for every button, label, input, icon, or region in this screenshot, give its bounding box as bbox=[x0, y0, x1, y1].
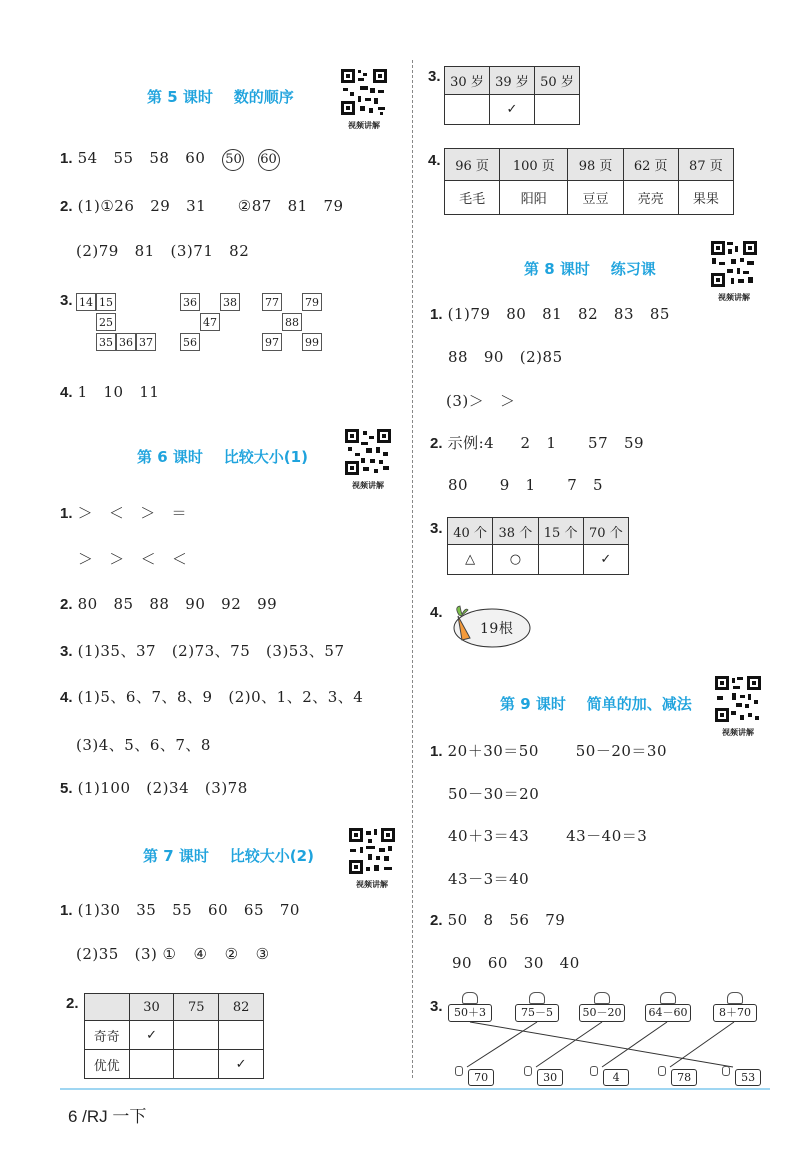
table-cell: ✓ bbox=[129, 1021, 174, 1050]
table-header: 70 个 bbox=[583, 518, 628, 545]
table-header: 82 bbox=[219, 994, 264, 1021]
qr-code-lesson7[interactable] bbox=[348, 827, 396, 890]
question-number: 1. bbox=[430, 743, 443, 760]
lesson7-title: 第 7 课时 比较大小(2) bbox=[143, 847, 314, 865]
l5-q4 bbox=[60, 382, 159, 401]
qr-caption: 视频讲解 bbox=[718, 293, 750, 302]
circled-answer: 50 bbox=[222, 149, 244, 171]
animal-head-icon bbox=[727, 992, 743, 1004]
answer-box: 30 bbox=[537, 1069, 563, 1086]
table-cell bbox=[129, 1050, 174, 1079]
page-footer: 6 /RJ 一下 bbox=[68, 1107, 147, 1126]
question-number: 4. bbox=[428, 152, 441, 169]
grid-cell: 38 bbox=[220, 293, 240, 311]
l8-q1 bbox=[430, 304, 670, 323]
table-cell: ○ bbox=[493, 545, 538, 575]
grid-cell: 56 bbox=[180, 333, 200, 351]
answer-text: 80 9 1 7 5 bbox=[448, 476, 604, 494]
table-cell: 优优 bbox=[85, 1050, 130, 1079]
qr-caption: 视频讲解 bbox=[352, 481, 384, 490]
grid-cell: 36 bbox=[116, 333, 136, 351]
table-header: 75 bbox=[174, 994, 219, 1021]
match-line bbox=[470, 1022, 733, 1067]
qr-caption: 视频讲解 bbox=[722, 728, 754, 737]
l7-q1 bbox=[60, 900, 300, 919]
answer-text: (2)35 (3) bbox=[76, 945, 158, 963]
grid-cell: 15 bbox=[96, 293, 116, 311]
grid-cell: 14 bbox=[76, 293, 96, 311]
footer-rule bbox=[60, 1088, 770, 1090]
expression-box: 50－20 bbox=[579, 1004, 625, 1022]
answer-text: 1 10 11 bbox=[77, 383, 160, 401]
answer-text: 88 90 (2)85 bbox=[448, 348, 563, 366]
answer-text: 54 55 58 60 bbox=[77, 149, 206, 167]
l8-q2 bbox=[430, 432, 644, 453]
table-header: 87 页 bbox=[678, 149, 733, 181]
grid-cell: 97 bbox=[262, 333, 282, 351]
question-number: 4. bbox=[430, 604, 443, 621]
l6-q3 bbox=[60, 640, 344, 661]
table-header: 38 个 bbox=[493, 518, 538, 545]
answer-text: ③ bbox=[255, 945, 270, 963]
answer-item bbox=[590, 1066, 629, 1086]
l5-q1 bbox=[60, 148, 280, 171]
qr-code-lesson9[interactable] bbox=[714, 675, 762, 738]
question-number: 1. bbox=[60, 902, 73, 919]
expression-box: 8＋70 bbox=[713, 1004, 757, 1022]
question-number: 2. bbox=[430, 435, 443, 452]
animal-head-icon bbox=[529, 992, 545, 1004]
lesson6-title: 第 6 课时 比较大小(1) bbox=[137, 448, 308, 466]
answer-text: (1)30 35 55 60 65 70 bbox=[77, 901, 300, 919]
expression-box: 75－5 bbox=[515, 1004, 559, 1022]
grid-cell: 77 bbox=[262, 293, 282, 311]
animal-head-icon bbox=[462, 992, 478, 1004]
lesson5-title: 第 5 课时 数的顺序 bbox=[147, 88, 294, 106]
match-line bbox=[670, 1022, 734, 1067]
qr-caption: 视频讲解 bbox=[348, 121, 380, 130]
animal-head-icon bbox=[660, 992, 676, 1004]
table-cell: 阳阳 bbox=[500, 181, 568, 215]
l9-q1 bbox=[430, 740, 667, 761]
answer-text: 43－3＝40 bbox=[448, 870, 530, 888]
grid-cell: 25 bbox=[96, 313, 116, 331]
grid-cell: 79 bbox=[302, 293, 322, 311]
answer-text: (1)5、6、7、8、9 (2)0、1、2、3、4 bbox=[77, 688, 364, 706]
grid-cell: 47 bbox=[200, 313, 220, 331]
qr-code-lesson6[interactable] bbox=[344, 428, 392, 491]
answer-text: 40＋3＝43 43－40＝3 bbox=[448, 827, 648, 845]
answer-text: 80 85 88 90 92 99 bbox=[77, 595, 278, 613]
question-number: 2. bbox=[430, 912, 443, 929]
table-cell: 奇奇 bbox=[85, 1021, 130, 1050]
mushroom-icon bbox=[722, 1066, 730, 1076]
answer-item bbox=[524, 1066, 563, 1086]
grid-cell: 36 bbox=[180, 293, 200, 311]
table-header: 100 页 bbox=[500, 149, 568, 181]
grid-cell: 37 bbox=[136, 333, 156, 351]
mushroom-icon bbox=[455, 1066, 463, 1076]
answer-text: 50 8 56 79 bbox=[447, 911, 566, 929]
l6-q1 bbox=[60, 502, 187, 523]
table-cell bbox=[535, 95, 580, 125]
table-header: 96 页 bbox=[445, 149, 500, 181]
answer-box: 70 bbox=[468, 1069, 494, 1086]
table-header: 30 bbox=[129, 994, 174, 1021]
answer-box: 53 bbox=[735, 1069, 761, 1086]
count-table bbox=[447, 517, 629, 575]
answer-item bbox=[722, 1066, 761, 1086]
answer-text: 20＋30＝50 50－20＝30 bbox=[447, 742, 668, 760]
table-cell: ✓ bbox=[219, 1050, 264, 1079]
l6-q5 bbox=[60, 778, 248, 797]
animal-head-icon bbox=[594, 992, 610, 1004]
question-number: 3. bbox=[430, 998, 443, 1015]
question-number: 4. bbox=[60, 384, 73, 401]
grid-cell: 99 bbox=[302, 333, 322, 351]
expression-item bbox=[448, 992, 492, 1022]
table-cell: ✓ bbox=[490, 95, 535, 125]
l7-q1-line2 bbox=[76, 944, 270, 963]
mushroom-icon bbox=[590, 1066, 598, 1076]
question-number: 3. bbox=[60, 643, 73, 660]
answer-item bbox=[658, 1066, 697, 1086]
l6-q4 bbox=[60, 686, 363, 707]
expression-box: 50＋3 bbox=[448, 1004, 492, 1022]
answer-box: 78 bbox=[671, 1069, 697, 1086]
table-cell bbox=[174, 1021, 219, 1050]
table-cell: △ bbox=[448, 545, 493, 575]
age-table bbox=[444, 66, 580, 125]
grid-cell: 88 bbox=[282, 313, 302, 331]
qr-caption: 视频讲解 bbox=[356, 880, 388, 889]
table-cell: ✓ bbox=[583, 545, 628, 575]
qr-icon bbox=[344, 428, 392, 476]
circled-answer: 60 bbox=[258, 149, 280, 171]
answer-text: ② bbox=[224, 945, 239, 963]
l5-q2 bbox=[60, 196, 344, 215]
qr-icon bbox=[710, 240, 758, 288]
answer-text: (3)4、5、6、7、8 bbox=[76, 736, 211, 754]
answer-text: (1)35、37 (2)73、75 (3)53、57 bbox=[77, 642, 345, 660]
question-number: 5. bbox=[60, 780, 73, 797]
table-cell: 果果 bbox=[678, 181, 733, 215]
column-divider bbox=[412, 60, 413, 1078]
expression-item bbox=[579, 992, 625, 1022]
table-cell: 毛毛 bbox=[445, 181, 500, 215]
answer-text: (1)①26 29 31 ②87 81 79 bbox=[77, 197, 344, 215]
lesson9-title: 第 9 课时 简单的加、减法 bbox=[500, 695, 692, 713]
expression-item bbox=[713, 992, 757, 1022]
expression-item bbox=[645, 992, 691, 1022]
question-number: 3. bbox=[60, 292, 73, 309]
lesson7-table bbox=[84, 993, 264, 1079]
answer-text: 90 60 30 40 bbox=[452, 954, 580, 972]
l9-q2 bbox=[430, 910, 565, 929]
answer-text: (2)79 81 (3)71 82 bbox=[76, 242, 250, 260]
table-header: 98 页 bbox=[568, 149, 623, 181]
table-cell: 豆豆 bbox=[568, 181, 623, 215]
question-number: 3. bbox=[430, 520, 443, 537]
pages-table bbox=[444, 148, 734, 215]
answer-text: ① bbox=[162, 945, 177, 963]
table-header: 40 个 bbox=[448, 518, 493, 545]
question-number: 1. bbox=[60, 505, 73, 522]
carrot-answer bbox=[448, 604, 532, 650]
answer-text: ④ bbox=[193, 945, 208, 963]
question-number: 2. bbox=[60, 596, 73, 613]
answer-text: 示例:4 2 1 57 59 bbox=[447, 434, 645, 452]
question-number: 1. bbox=[430, 306, 443, 323]
expression-item bbox=[515, 992, 559, 1022]
match-line bbox=[602, 1022, 667, 1067]
answer-text: ＞ ＜ ＞ ＝ bbox=[77, 504, 188, 522]
table-cell bbox=[445, 95, 490, 125]
table-header: 15 个 bbox=[538, 518, 583, 545]
table-cell bbox=[174, 1050, 219, 1079]
table-header: 39 岁 bbox=[490, 67, 535, 95]
table-header bbox=[85, 994, 130, 1021]
answer-text: (3)＞ ＞ bbox=[446, 392, 516, 410]
table-cell bbox=[538, 545, 583, 575]
carrot-count: 19根 bbox=[480, 621, 514, 637]
table-header: 30 岁 bbox=[445, 67, 490, 95]
expression-box: 64－60 bbox=[645, 1004, 691, 1022]
qr-code-lesson5[interactable] bbox=[340, 68, 388, 131]
table-header: 62 页 bbox=[623, 149, 678, 181]
answer-box: 4 bbox=[603, 1069, 629, 1086]
grid-cell: 35 bbox=[96, 333, 116, 351]
l6-q2 bbox=[60, 594, 277, 613]
question-number: 4. bbox=[60, 689, 73, 706]
answer-text: 50－30＝20 bbox=[448, 785, 540, 803]
table-cell: 亮亮 bbox=[623, 181, 678, 215]
table-header: 50 岁 bbox=[535, 67, 580, 95]
match-line bbox=[467, 1022, 537, 1067]
qr-code-lesson8[interactable] bbox=[710, 240, 758, 303]
match-line bbox=[536, 1022, 602, 1067]
question-number: 2. bbox=[60, 198, 73, 215]
answer-text: ＞ ＞ ＜ ＜ bbox=[78, 550, 188, 568]
question-number: 1. bbox=[60, 150, 73, 167]
table-cell bbox=[219, 1021, 264, 1050]
question-number: 3. bbox=[428, 68, 441, 85]
answer-text: (1)79 80 81 82 83 85 bbox=[447, 305, 670, 323]
mushroom-icon bbox=[658, 1066, 666, 1076]
lesson8-title: 第 8 课时 练习课 bbox=[524, 260, 656, 278]
answer-item bbox=[455, 1066, 494, 1086]
answer-text: (1)100 (2)34 (3)78 bbox=[77, 779, 248, 797]
qr-icon bbox=[340, 68, 388, 116]
question-number: 2. bbox=[66, 995, 79, 1012]
qr-icon bbox=[714, 675, 762, 723]
mushroom-icon bbox=[524, 1066, 532, 1076]
qr-icon bbox=[348, 827, 396, 875]
